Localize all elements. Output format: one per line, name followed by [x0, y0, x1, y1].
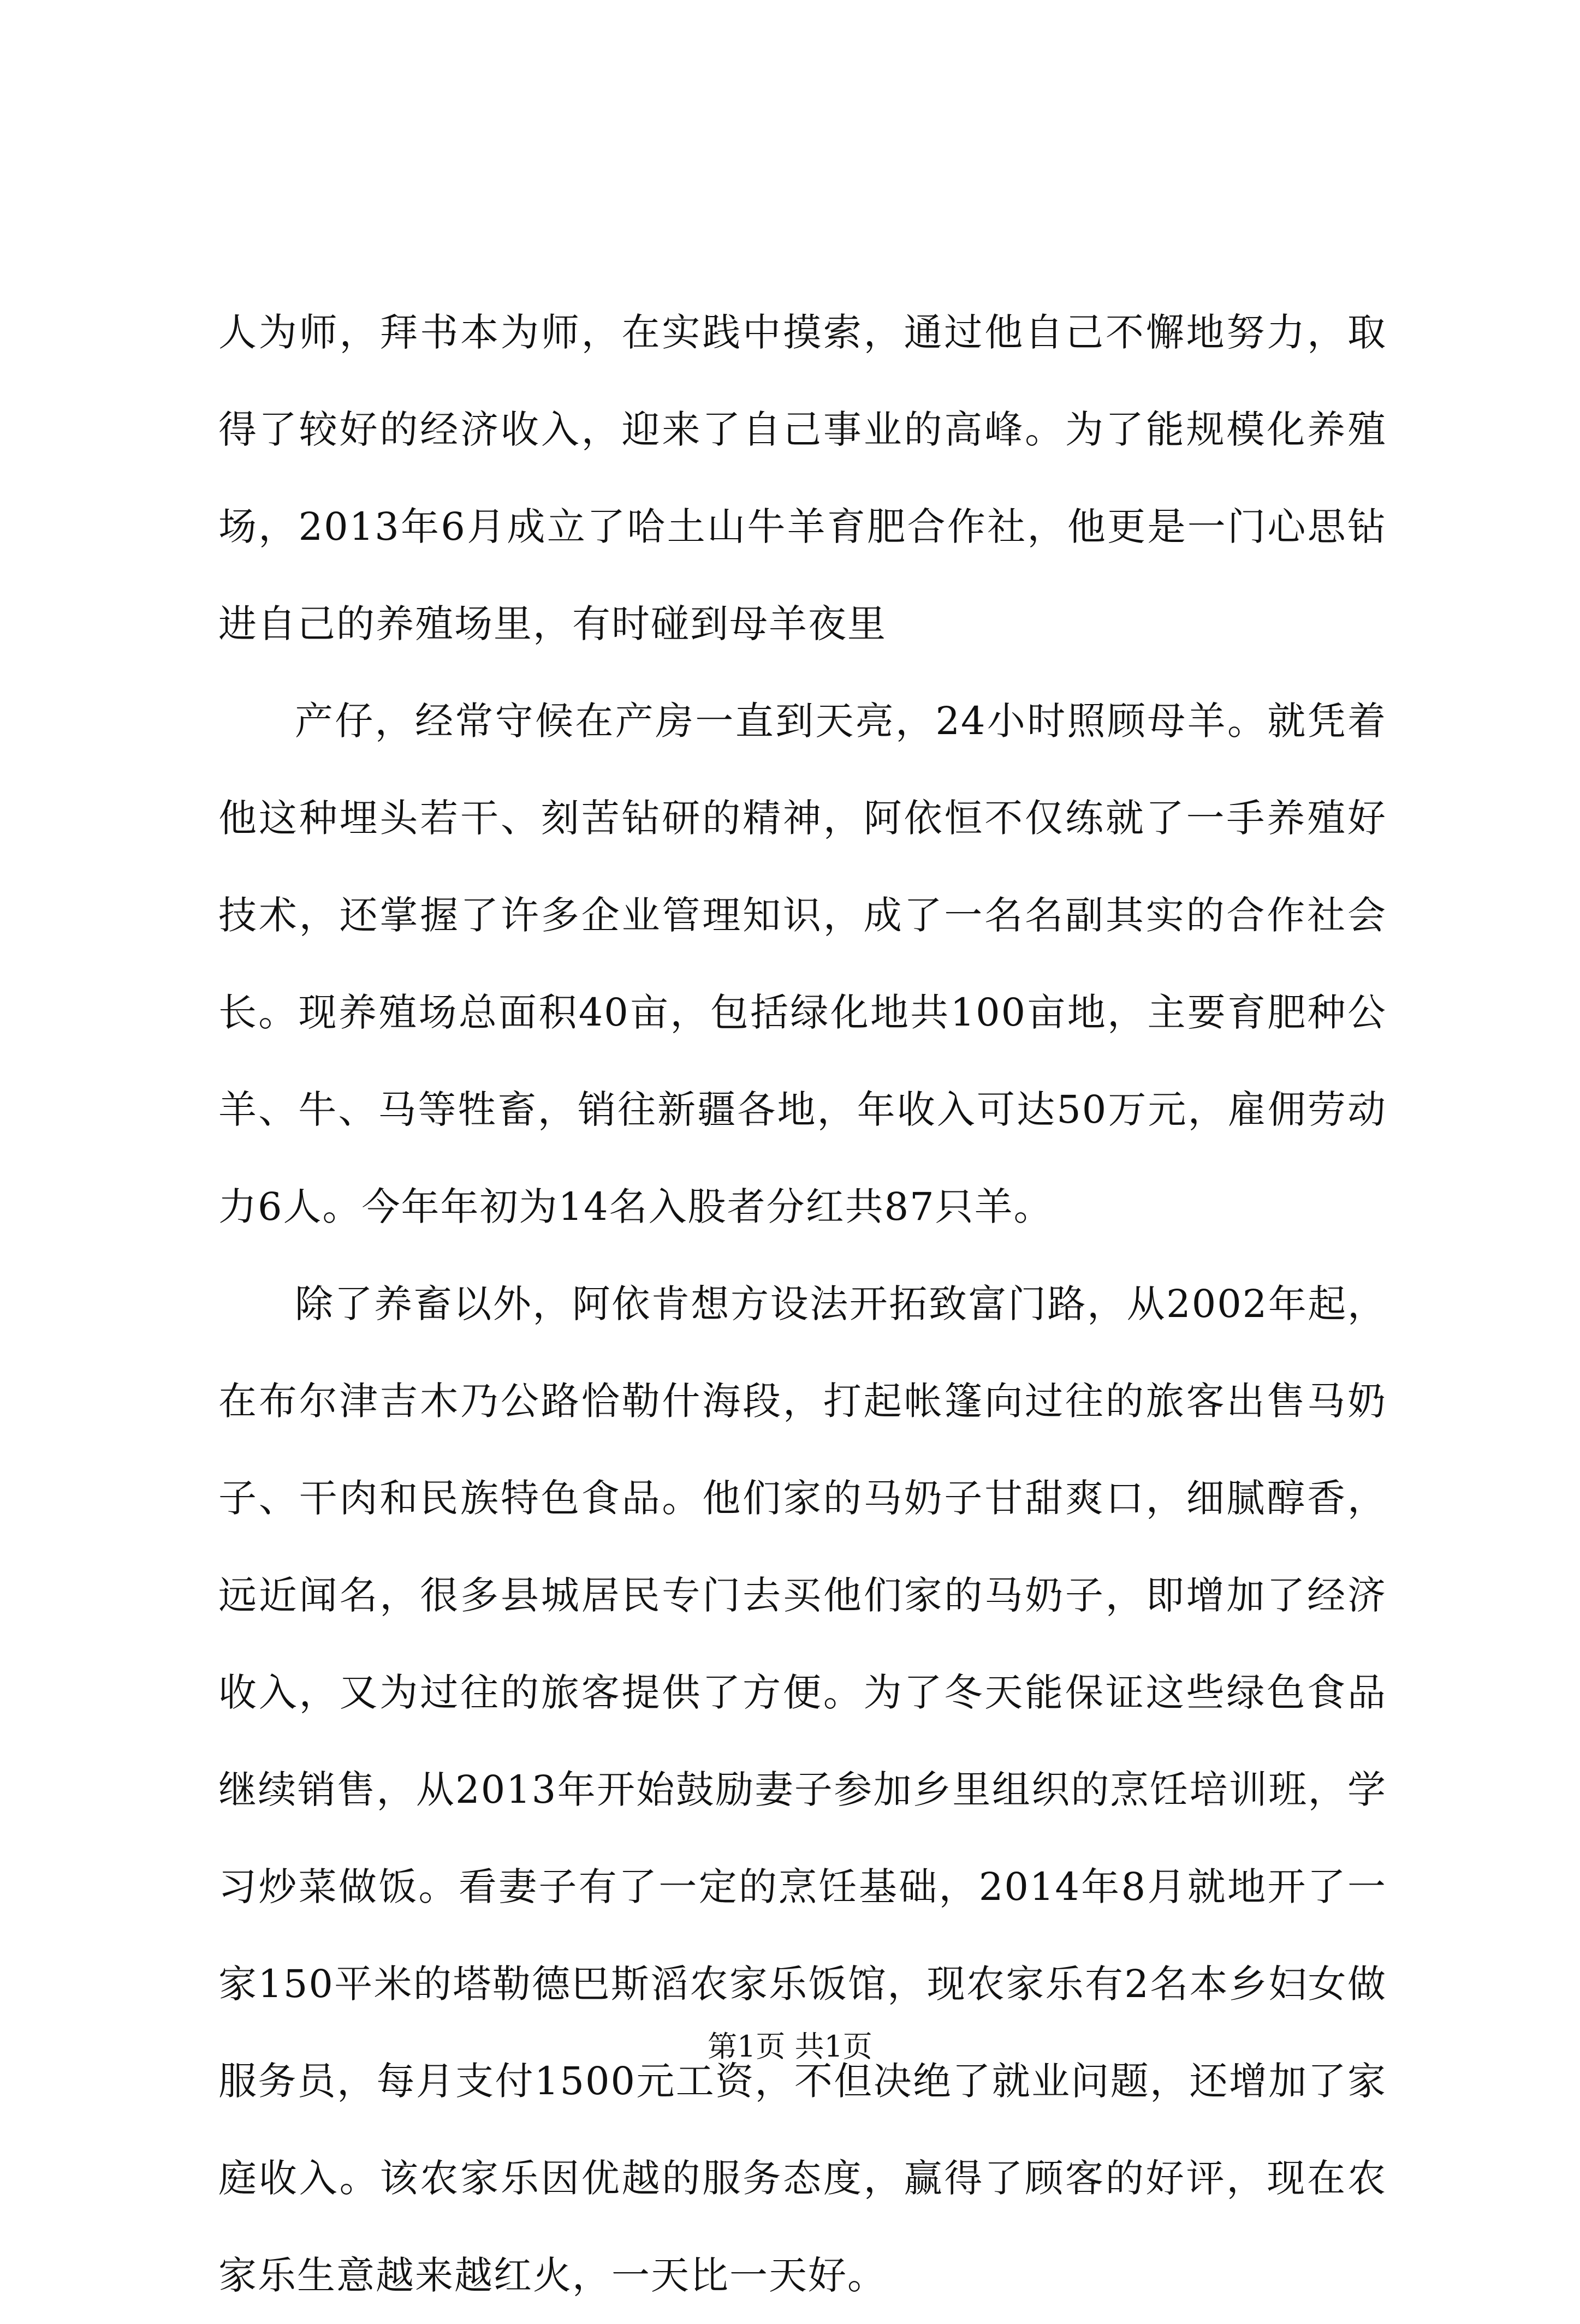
document-body — [218, 284, 1387, 2324]
paragraph-3: 除了养畜以外，阿依肯想方设法开拓致富门路，从2002年起，在布尔津吉木乃公路恰勒什海段，打起帐篷向过往的旅客出售马奶子、干肉和民族特色食品。他们家的马奶子甘甜爽口，细腻醇香，远近闻名，很多县城居民专门去买他们家的马奶子，即增加了经济收入，又为过往的旅客提供了方便。为了冬天能保证这些绿色食品继续销售，从2013年开始鼓励妻子参加乡里组织的烹饪培训班，学习炒菜做饭。看妻子有了一定的烹饪基础，2014年8月就地开了一家150平米的塔勒德巴斯滔农家乐饭馆，现农家乐有2名本乡妇女做服务员，每月支付1500元工资，不但决绝了就业问题，还增加了家庭收入。该农家乐因优越的服务态度，赢得了顾客的好评，现在农家乐生意越来越红火，一天比一天好。 — [218, 1282, 1387, 2298]
paragraph-1: 人为师，拜书本为师，在实践中摸索，通过他自己不懈地努力，取得了较好的经济收入，迎来了自己事业的高峰。为了能规模化养殖场，2013年6月成立了哈土山牛羊育肥合作社，他更是一门心思钻进自己的养殖场里，有时碰到母羊夜里 — [218, 310, 1387, 646]
page-footer: 第1页 共1页 — [708, 2029, 872, 2064]
paragraph-2: 产仔，经常守候在产房一直到天亮，24小时照顾母羊。就凭着他这种埋头若干、刻苦钻研的精神，阿依恒不仅练就了一手养殖好技术，还掌握了许多企业管理知识，成了一名名副其实的合作社会长。现养殖场总面积40亩，包括绿化地共100亩地，主要育肥种公羊、牛、马等牲畜，销往新疆各地，年收入可达50万元，雇佣劳动力6人。今年年初为14名入股者分红共87只羊。 — [218, 699, 1387, 1229]
